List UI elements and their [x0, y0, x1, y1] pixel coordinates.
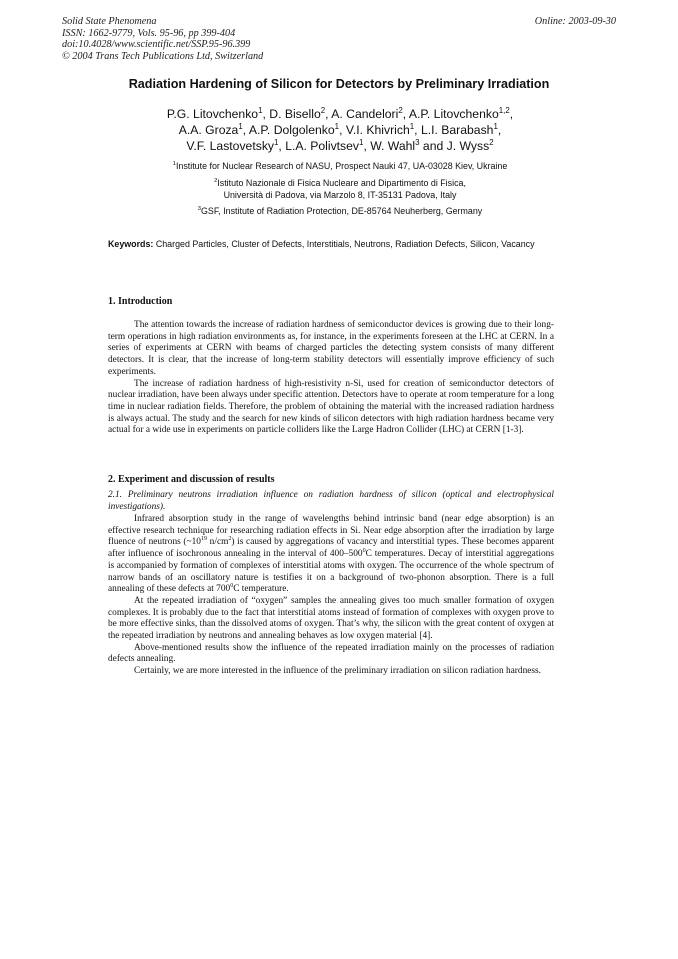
paper-title: Radiation Hardening of Silicon for Detectors by Preliminary Irradiation — [128, 77, 550, 91]
section-heading-introduction: 1. Introduction — [108, 296, 173, 307]
experiment-body — [108, 514, 554, 678]
section-heading-experiment: 2. Experiment and discussion of results — [108, 474, 275, 485]
paragraph: At the repeated irradiation of “oxygen” samples the annealing gives too much smaller formation of oxygen complexes. It is probably due to the fact that interstitial atoms instead of formation of complexes with oxygen prove to be more effective sinks, than the dissolved atoms of oxygen. That’s why, the silicon with the great content of oxygen at the repeated irradiation by neutrons and annealing behaves as low oxygen material [4]. — [108, 595, 554, 642]
paragraph: The increase of radiation hardness of high-resistivity n-Si, used for creation of semiconductor detectors of nuclear irradiation, have been always under specific attention. Detectors have to operate at room temperature for a long time in nuclear radiation fields. Therefore, the problem of obtaining the material with the increased radiation hardness is always actual. The study and the search for new kinds of silicon detectors with high radiation hardness became very actual for a wide use in experiments on particle colliders like the Large Hadron Collider (LHC) at CERN [1-3]. — [108, 378, 554, 436]
keywords-label: Keywords: — [108, 239, 154, 249]
author-list — [60, 106, 620, 154]
issn-line: ISSN: 1662-9779, Vols. 95-96, pp 399-404 — [62, 27, 236, 39]
paragraph: The attention towards the increase of radiation hardness of semiconductor devices is growing due to their long-term operations in high radiation environments as, for instance, in the experiments foreseen at the LHC at CERN. In a series of experiments at CERN with beams of charged particles the detecting system consists of many different detectors. It is clear, that the increase of long-term stability detectors will essentially improve efficiency of such experiments. — [108, 320, 554, 377]
keywords-text: Charged Particles, Cluster of Defects, Interstitials, Neutrons, Radiation Defects, Silicon, Vacancy — [153, 239, 535, 249]
subsection-heading: 2.1. Preliminary neutrons irradiation influence on radiation hardness of silicon (optical and electrophysical investigations). — [108, 490, 554, 512]
introduction-body — [108, 320, 554, 437]
author-line-2: A.A. Groza$^1$, A.P. Dolgolenko$^1$, V.I. Khivrich$^1$, L.I. Barabash$^1$, — [178, 121, 502, 137]
journal-name: Solid State Phenomena — [62, 16, 157, 27]
keywords — [108, 238, 568, 250]
paragraph: Certainly, we are more interested in the influence of the preliminary irradiation on silicon radiation hardness. — [134, 666, 542, 677]
journal-header — [62, 16, 263, 62]
affiliation-1: $^1$Institute for Nuclear Research of NASU, Prospect Nauki 47, UA-03028 Kiev, Ukraine — [172, 161, 508, 171]
author-line-1: P.G. Litovchenko$^1$, D. Bisello$^2$, A. Candelori$^2$, A.P. Litovchenko$^{1,2}$, — [166, 105, 514, 121]
online-date: Online: 2003-09-30 — [534, 16, 616, 27]
doi-line: doi:10.4028/www.scientific.net/SSP.95-96.399 — [62, 39, 251, 51]
paragraph: Infrared absorption study in the range of wavelengths behind intrinsic band (near edge absorption) is an effective research technique for researching radiation effects in Si. Near edge absorption after the irradiation by large fluence of neutrons ($\sim 10^{19}$ $n/cm^2$) is caused by aggregations of vacancy and interstitial types. These becomes apparent after influence of isochronous annealing in the interval of $400-500^0C$ temperatures. Decay of interstitial aggregations is accompanied by formation of complexes of interstitial atoms with oxygen. The occurrence of the whole spectrum of narrow bands of an oscillatory nature is testifies it on a background of two-phonon absorption. There is a full annealing of these defects at $700^0C$ temperature. — [108, 514, 554, 595]
affiliation-3: $^3$GSF, Institute of Radiation Protection, DE-85764 Neuherberg, Germany — [197, 206, 483, 216]
copyright-line: © 2004 Trans Tech Publications Ltd, Switzerland — [62, 50, 264, 62]
author-line-3: V.F. Lastovetsky$^1$, L.A. Polivtsev$^1$, W. Wahl$^3$ and J. Wyss$^2$ — [186, 137, 494, 153]
affiliation-2: $^2$Istituto Nazionale di Fisica Nucleare and Dipartimento di Fisica, Università di Padova, via Marzolo 8, IT-35131 Padova, Italy — [214, 178, 466, 200]
paragraph: Above-mentioned results show the influence of the repeated irradiation mainly on the processes of radiation defects annealing. — [108, 642, 554, 665]
